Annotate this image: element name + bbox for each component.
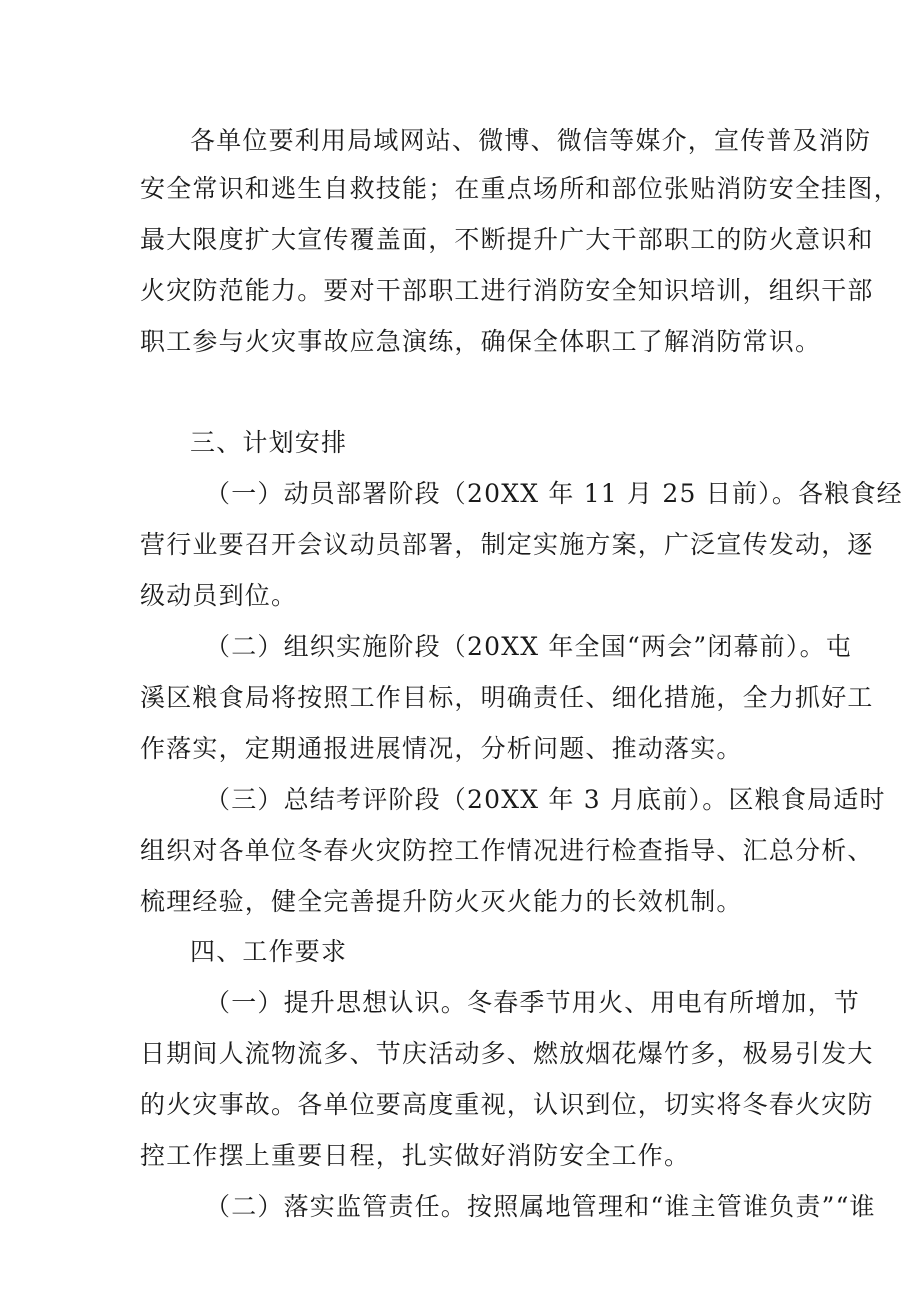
text-line: 各单位要利用局域网站、微博、微信等媒介，宣传普及消防: [190, 126, 872, 155]
text-line: 最大限度扩大宣传覆盖面，不断提升广大干部职工的防火意识和: [140, 225, 874, 254]
text-line: （一）动员部署阶段（20XX 年 11 月 25 日前）。各粮食经: [205, 479, 903, 508]
text-line: （三）总结考评阶段（20XX 年 3 月底前）。区粮食局适时: [205, 785, 886, 814]
text-line: 作落实，定期通报进展情况，分析问题、推动落实。: [140, 734, 743, 763]
text-line: 控工作摆上重要日程，扎实做好消防安全工作。: [140, 1141, 691, 1170]
text-line: 溪区粮食局将按照工作目标，明确责任、细化措施，全力抓好工: [140, 683, 874, 712]
text-line: 日期间人流物流多、节庆活动多、燃放烟花爆竹多，极易引发大: [140, 1039, 874, 1068]
text-line: （一）提升思想认识。冬春季节用火、用电有所增加，节: [205, 988, 861, 1017]
text-line: 组织对各单位冬春火灾防控工作情况进行检查指导、汇总分析、: [140, 836, 874, 865]
text-line: （二）落实监管责任。按照属地管理和“谁主管谁负责”“谁: [205, 1192, 876, 1221]
text-line: 火灾防范能力。要对干部职工进行消防安全知识培训，组织干部: [140, 276, 874, 305]
section-heading-requirements: 四、工作要求: [190, 937, 348, 966]
text-line: （二）组织实施阶段（20XX 年全国“两会”闭幕前）。屯: [205, 632, 853, 661]
text-line: 梳理经验，健全完善提升防火灭火能力的长效机制。: [140, 887, 743, 916]
text-line: 的火灾事故。各单位要高度重视，认识到位，切实将冬春火灾防: [140, 1090, 874, 1119]
section-heading-plan: 三、计划安排: [190, 428, 348, 457]
text-line: 安全常识和逃生自救技能；在重点场所和部位张贴消防安全挂图，: [140, 174, 900, 203]
text-line: 级动员到位。: [140, 581, 298, 610]
text-line: 营行业要召开会议动员部署，制定实施方案，广泛宣传发动，逐: [140, 530, 874, 559]
text-line: 职工参与火灾事故应急演练，确保全体职工了解消防常识。: [140, 327, 822, 356]
